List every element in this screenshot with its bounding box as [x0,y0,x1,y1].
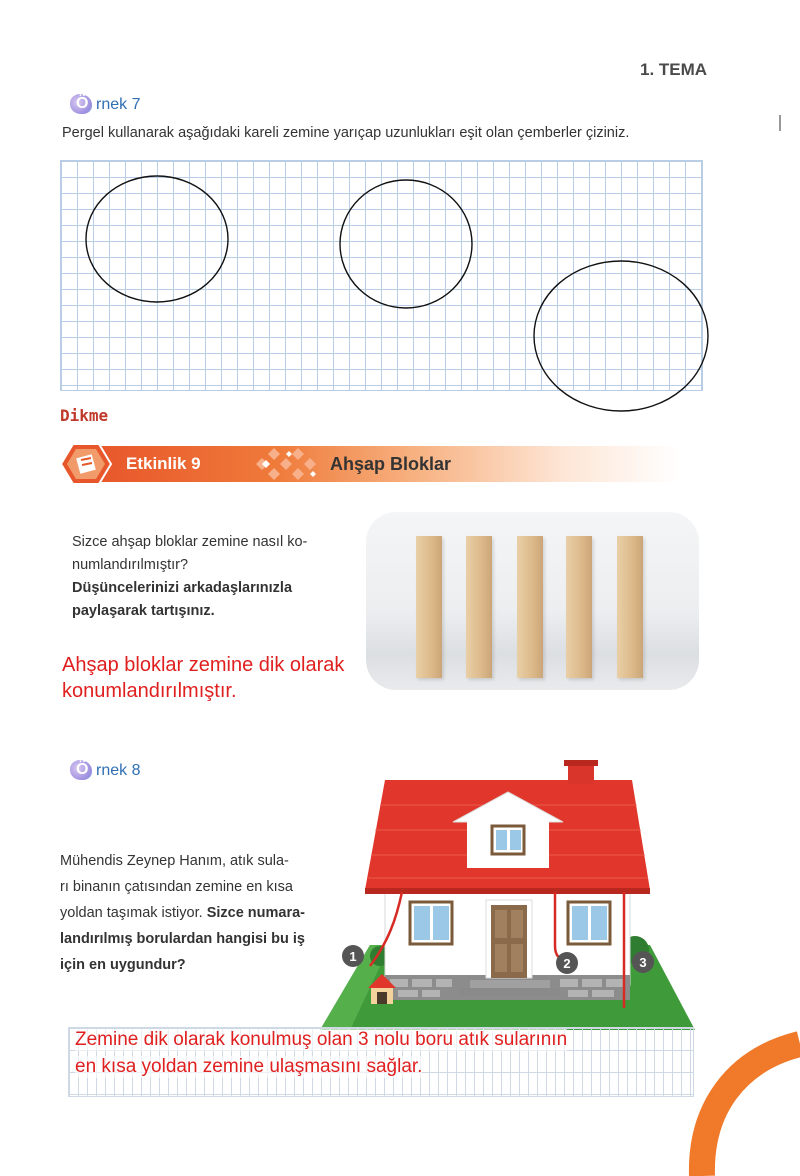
wooden-block [617,536,643,678]
text-line [60,900,305,926]
example-badge-icon: Ö [70,760,94,782]
activity-answer [62,652,344,704]
decorative-arc [680,1030,800,1176]
activity-question [72,531,307,623]
example-7-instruction: Pergel kullanarak aşağıdaki kareli zemine yarıçap uzunlukları eşit olan çemberler çiziniz. [62,125,630,141]
margin-mark [779,115,781,131]
activity-banner [60,440,680,488]
answer-line: en kısa yoldan zemine ulaşmasını sağlar. [75,1056,423,1077]
text-line: Mühendis Zeynep Hanım, atık sula- [60,853,289,869]
pipe-number-2: 2 [563,956,571,971]
house-illustration [310,760,700,1035]
wooden-blocks-photo [366,512,699,690]
window-right [568,902,610,944]
theme-label: 1. TEMA [640,60,708,79]
bold-prompt-line: paylaşarak tartışınız. [72,603,215,619]
activity-hexagon-icon [60,442,112,486]
diamond-pattern-icon [248,442,326,486]
answer-line: Ahşap bloklar zemine dik olarak [62,654,345,676]
example-8-heading [70,760,140,782]
example-8-answer-box [68,1027,694,1097]
wooden-block [466,536,492,678]
example-badge-icon: Ö [70,94,94,116]
example-7-heading [70,94,140,116]
text-line: landırılmış borulardan hangisi bu iş [60,931,305,947]
example-8-label: rnek 8 [96,762,141,779]
window-left [410,902,452,944]
text-bold: Sizce numara- [206,905,306,921]
pipe-number-1: 1 [349,949,357,964]
grid-paper [60,160,703,391]
text-line: rı binanın çatısından zemine en kısa [60,879,293,895]
question-line: Sizce ahşap bloklar zemine nasıl ko- [72,534,308,550]
question-line: numlandırılmıştır? [72,557,189,573]
answer-line: konumlandırılmıştır. [62,680,237,702]
section-title: Dikme [60,406,109,425]
pipe-number-3: 3 [639,955,647,970]
bold-prompt-line: Düşüncelerinizi arkadaşlarınızla [72,580,293,596]
answer-line: Zemine dik olarak konulmuş olan 3 nolu boru atık sularının [75,1029,568,1050]
activity-title: Ahşap Bloklar [330,454,452,474]
wooden-block [566,536,592,678]
activity-label: Etkinlik 9 [126,454,201,473]
wooden-block [416,536,442,678]
text-plain: yoldan taşımak istiyor. [60,905,203,921]
front-door [486,900,532,978]
wooden-block [517,536,543,678]
example-8-text [60,848,305,978]
text-line: için en uygundur? [60,957,186,973]
example-7-label: rnek 7 [96,96,141,113]
